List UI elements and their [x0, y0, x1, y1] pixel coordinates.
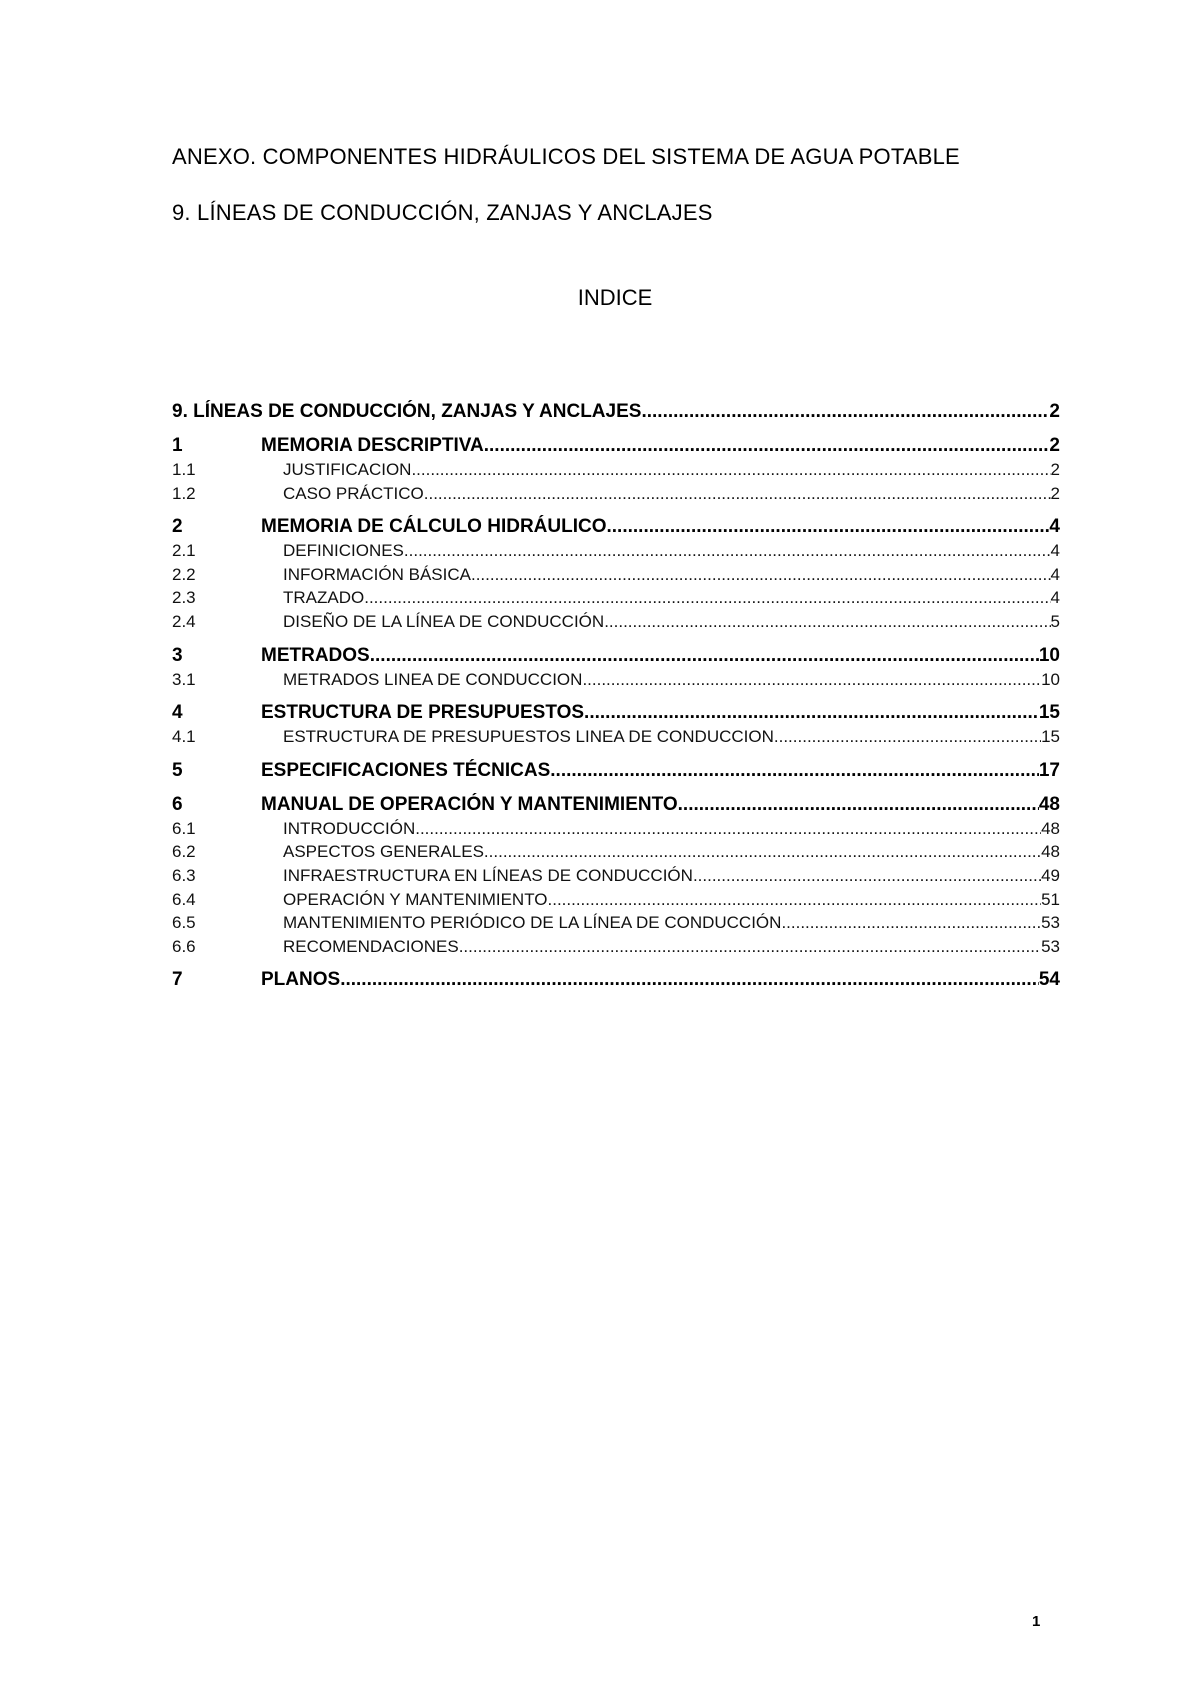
toc-entry-title: MEMORIA DE CÁLCULO HIDRÁULICO [261, 516, 607, 538]
toc-leader-dots [604, 610, 1050, 634]
toc-subsection-1-2[interactable] [172, 482, 1060, 506]
page-number: 1 [1032, 1613, 1041, 1630]
toc-subsection-4-1[interactable] [172, 725, 1060, 749]
toc-entry-number: 6.3 [172, 865, 196, 885]
toc-leader-dots [364, 586, 1050, 610]
toc-entry-number: 1 [172, 435, 183, 456]
toc-leader-dots [550, 759, 1039, 783]
toc-entry-title: 9. LÍNEAS DE CONDUCCIÓN, ZANJAS Y ANCLAJES [172, 401, 642, 422]
toc-leader-dots [459, 935, 1041, 959]
toc-entry-page: 48 [1041, 842, 1060, 862]
toc-entry-page: 10 [1041, 669, 1060, 689]
toc-entry-page: 4 [1050, 541, 1060, 561]
toc-entry-number: 3.1 [172, 669, 196, 689]
toc-leader-dots [781, 911, 1041, 935]
toc-entry-title: MANTENIMIENTO PERIÓDICO DE LA LÍNEA DE CONDUCCIÓN [283, 913, 782, 933]
toc-section-1[interactable] [172, 434, 1060, 458]
toc-entry-title: DISEÑO DE LA LÍNEA DE CONDUCCIÓN [283, 611, 605, 631]
toc-subsection-1-1[interactable] [172, 458, 1060, 482]
toc-subsection-2-1[interactable] [172, 539, 1060, 563]
toc-entry-number: 2.1 [172, 541, 196, 561]
toc-entry-title: METRADOS LINEA DE CONDUCCION [283, 669, 583, 689]
toc-entry-number: 1.1 [172, 460, 196, 479]
toc-subsection-6-3[interactable] [172, 864, 1060, 888]
toc-entry-title: INTRODUCCIÓN [283, 818, 416, 838]
toc-entry-top[interactable] [172, 400, 1060, 424]
toc-entry-number: 6.2 [172, 842, 196, 862]
toc-entry-page: 2 [1050, 483, 1060, 503]
toc-entry-page: 2 [1049, 401, 1060, 422]
toc-subsection-2-3[interactable] [172, 586, 1060, 610]
toc-entry-title: JUSTIFICACION [283, 460, 412, 479]
toc-entry-page: 54 [1038, 969, 1060, 991]
toc-subsection-6-4[interactable] [172, 888, 1060, 912]
toc-entry-number: 6.5 [172, 913, 196, 933]
toc-entry-page: 10 [1038, 644, 1060, 666]
toc-entry-page: 15 [1041, 727, 1060, 747]
toc-leader-dots [424, 482, 1051, 506]
toc-entry-page: 53 [1041, 936, 1060, 956]
toc-leader-dots [548, 888, 1042, 912]
index-title: INDICE [577, 285, 653, 310]
toc-entry-page: 5 [1050, 611, 1060, 631]
toc-leader-dots [484, 434, 1050, 458]
toc-entry-title: METRADOS [261, 644, 370, 666]
toc-section-4[interactable] [172, 701, 1060, 725]
toc-leader-dots [584, 701, 1039, 725]
toc-leader-dots [774, 725, 1041, 749]
toc-entry-title: MEMORIA DESCRIPTIVA [261, 435, 484, 456]
toc-entry-number: 4 [172, 702, 183, 724]
toc-entry-page: 2 [1049, 435, 1060, 456]
toc-entry-title: ASPECTOS GENERALES [283, 842, 484, 862]
toc-entry-title: TRAZADO [283, 588, 365, 608]
toc-entry-number: 5 [172, 759, 183, 781]
toc-section-5[interactable] [172, 759, 1060, 783]
toc-entry-page: 49 [1041, 865, 1060, 885]
toc-entry-page: 4 [1050, 588, 1060, 608]
toc-entry-page: 53 [1041, 913, 1060, 933]
toc-entry-title: INFORMACIÓN BÁSICA [283, 564, 471, 584]
table-of-contents [172, 400, 1060, 992]
toc-subsection-6-1[interactable] [172, 817, 1060, 841]
toc-entry-title: PLANOS [261, 969, 341, 991]
toc-entry-number: 6.1 [172, 818, 196, 838]
annex-title: ANEXO. COMPONENTES HIDRÁULICOS DEL SISTEMA DE AGUA POTABLE [172, 144, 960, 169]
toc-entry-number: 2.2 [172, 564, 196, 584]
toc-entry-page: 51 [1041, 889, 1060, 909]
toc-entry-number: 7 [172, 969, 183, 991]
toc-entry-number: 2.3 [172, 588, 196, 608]
toc-leader-dots [404, 539, 1051, 563]
toc-leader-dots [484, 840, 1041, 864]
toc-entry-page: 15 [1038, 702, 1060, 724]
toc-leader-dots [582, 668, 1041, 692]
toc-entry-title: ESTRUCTURA DE PRESUPUESTOS LINEA DE CONDUCCION [283, 727, 774, 747]
toc-entry-page: 4 [1050, 564, 1060, 584]
toc-leader-dots [340, 968, 1039, 992]
toc-entry-title: ESPECIFICACIONES TÉCNICAS [261, 759, 551, 781]
toc-entry-title: INFRAESTRUCTURA EN LÍNEAS DE CONDUCCIÓN [283, 865, 693, 885]
toc-entry-title: MANUAL DE OPERACIÓN Y MANTENIMIENTO [261, 793, 678, 815]
section-title: 9. LÍNEAS DE CONDUCCIÓN, ZANJAS Y ANCLAJES [172, 200, 713, 225]
toc-section-6[interactable] [172, 793, 1060, 817]
toc-leader-dots [641, 400, 1049, 424]
toc-entry-title: CASO PRÁCTICO [283, 483, 424, 503]
toc-leader-dots [607, 515, 1050, 539]
toc-entry-page: 4 [1049, 516, 1060, 538]
toc-entry-number: 3 [172, 644, 183, 666]
toc-leader-dots [415, 817, 1041, 841]
toc-leader-dots [411, 458, 1050, 482]
toc-entry-number: 6.6 [172, 936, 196, 956]
toc-entry-title: DEFINICIONES [283, 541, 404, 561]
toc-entry-page: 48 [1041, 818, 1060, 838]
toc-section-7[interactable] [172, 968, 1060, 992]
toc-subsection-6-5[interactable] [172, 911, 1060, 935]
toc-entry-number: 1.2 [172, 483, 196, 503]
toc-entry-page: 17 [1038, 759, 1060, 781]
toc-subsection-6-2[interactable] [172, 840, 1060, 864]
toc-entry-page: 2 [1050, 460, 1060, 479]
toc-entry-number: 2.4 [172, 611, 196, 631]
toc-subsection-6-6[interactable] [172, 935, 1060, 959]
toc-entry-title: RECOMENDACIONES [283, 936, 459, 956]
toc-entry-number: 6 [172, 793, 183, 815]
toc-entry-number: 2 [172, 516, 183, 538]
toc-leader-dots [693, 864, 1041, 888]
toc-leader-dots [370, 644, 1039, 668]
toc-entry-title: OPERACIÓN Y MANTENIMIENTO [283, 889, 548, 909]
toc-leader-dots [678, 793, 1039, 817]
toc-subsection-2-2[interactable] [172, 563, 1060, 587]
toc-subsection-2-4[interactable] [172, 610, 1060, 634]
toc-entry-number: 4.1 [172, 727, 196, 747]
toc-subsection-3-1[interactable] [172, 668, 1060, 692]
toc-section-2[interactable] [172, 515, 1060, 539]
toc-entry-page: 48 [1038, 793, 1060, 815]
toc-entry-title: ESTRUCTURA DE PRESUPUESTOS [261, 702, 585, 724]
toc-leader-dots [471, 563, 1051, 587]
toc-entry-number: 6.4 [172, 889, 196, 909]
toc-section-3[interactable] [172, 644, 1060, 668]
